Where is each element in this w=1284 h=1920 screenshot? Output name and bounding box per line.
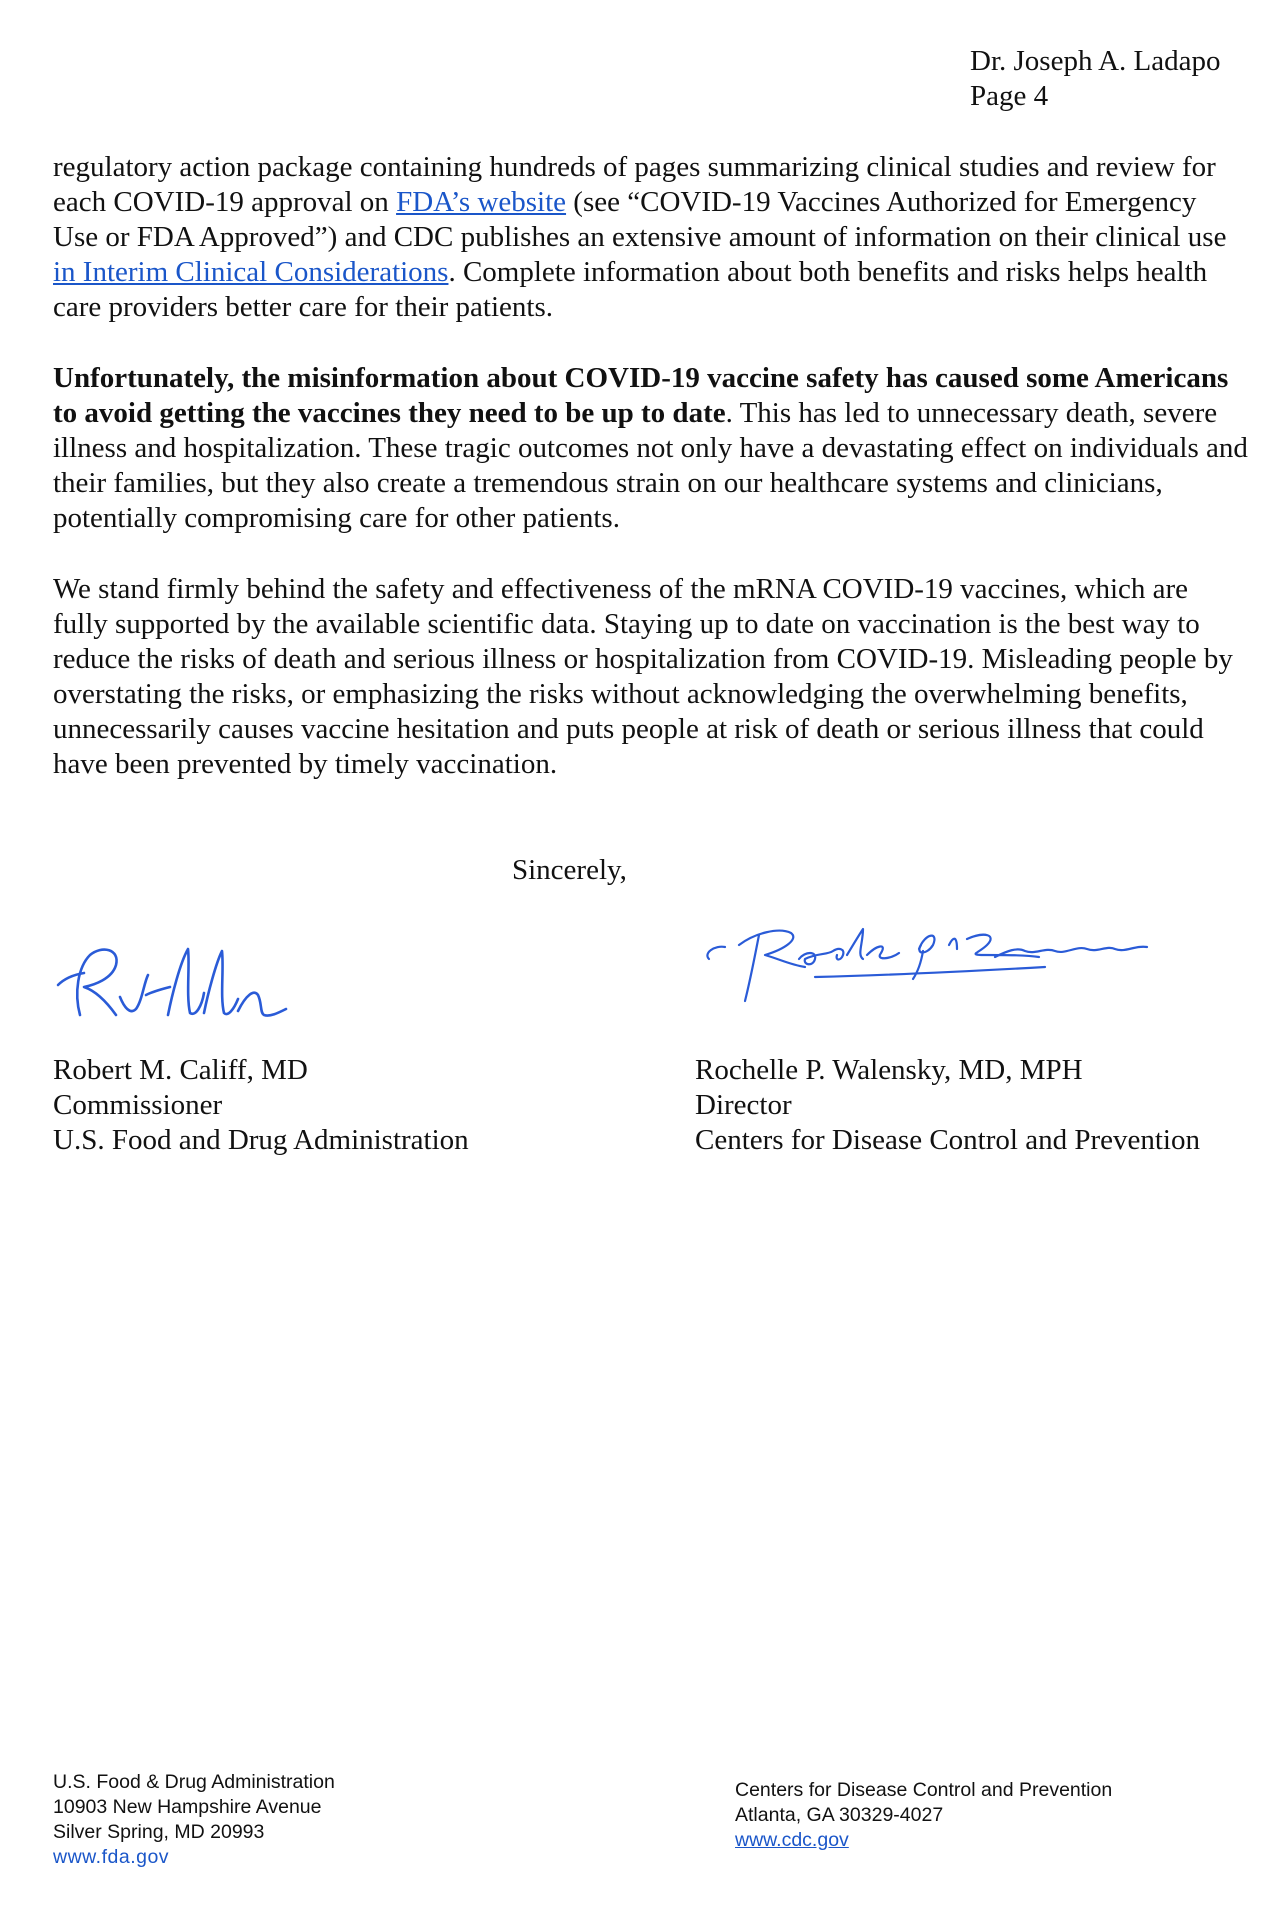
signer-name: Rochelle P. Walensky, MD, MPH	[695, 1054, 1083, 1086]
paragraph-2-bold-text: Unfortunately, the misinformation about COVID-19 vaccine safety has caused some Americans to avoid getting the vaccines they need to be up to date	[53, 362, 1229, 429]
signer-name: Robert M. Califf, MD	[53, 1054, 308, 1086]
signer-organization: Centers for Disease Control and Prevention	[695, 1124, 1200, 1156]
signer-title: Director	[695, 1089, 792, 1121]
footer-line: Centers for Disease Control and Prevention	[735, 1779, 1113, 1801]
footer-line: U.S. Food & Drug Administration	[53, 1771, 335, 1793]
footer-line: Atlanta, GA 30329-4027	[735, 1804, 944, 1826]
signature-walensky	[695, 915, 1165, 1015]
paragraph-3-text: We stand firmly behind the safety and effectiveness of the mRNA COVID-19 vaccines, which are fully supported by the available scientific data. Staying up to date on vaccination is the best way to reduce the risks of death and serious illness or hospitalization from COVID-19. Misleading people by overstating the risks, or emphasizing the risks without acknowledging the overwhelming benefits, unnecessarily causes vaccine hesitation and puts people at risk of death or serious illness that could have been prevented by timely vaccination.	[53, 573, 1233, 780]
page-number: Page 4	[970, 80, 1049, 112]
signer-block-fda	[53, 1053, 469, 1158]
footer-cdc-address	[735, 1778, 1112, 1853]
fda-gov-link[interactable]: www.fda.gov	[53, 1846, 170, 1868]
interim-clinical-considerations-link[interactable]: in Interim Clinical Considerations	[53, 256, 449, 288]
paragraph-2-text: . This has led to unnecessary death, severe illness and hospitalization. These tragic outcomes not only have a devastating effect on individuals and their families, but they also create a tremendous strain on our healthcare systems and clinicians, potentially compromising care for other patients.	[53, 397, 1248, 534]
signature-califf	[50, 935, 300, 1030]
footer-fda-address	[53, 1770, 335, 1870]
signer-block-cdc	[695, 1053, 1200, 1158]
recipient-name: Dr. Joseph A. Ladapo	[970, 45, 1221, 77]
footer-line: 10903 New Hampshire Avenue	[53, 1796, 322, 1818]
signer-title: Commissioner	[53, 1089, 223, 1121]
paragraph-1-text-c: . Complete information about both benefits and risks helps health care providers better care for their patients.	[53, 256, 1208, 323]
paragraph-1	[53, 150, 1248, 325]
paragraph-1-text-b: (see “COVID-19 Vaccines Authorized for Emergency Use or FDA Approved”) and CDC publishes an extensive amount of information on their clinical use	[53, 186, 1227, 253]
paragraph-3	[53, 572, 1248, 782]
paragraph-2	[53, 361, 1248, 536]
fda-website-link[interactable]: FDA’s website	[396, 186, 567, 218]
cdc-gov-link[interactable]: www.cdc.gov	[735, 1829, 849, 1851]
closing: Sincerely,	[512, 854, 627, 886]
page-header	[970, 44, 1221, 114]
paragraph-1-text-a: regulatory action package containing hundreds of pages summarizing clinical studies and review for each COVID-19 approval on	[53, 151, 1216, 218]
footer-line: Silver Spring, MD 20993	[53, 1821, 265, 1843]
signer-organization: U.S. Food and Drug Administration	[53, 1124, 469, 1156]
